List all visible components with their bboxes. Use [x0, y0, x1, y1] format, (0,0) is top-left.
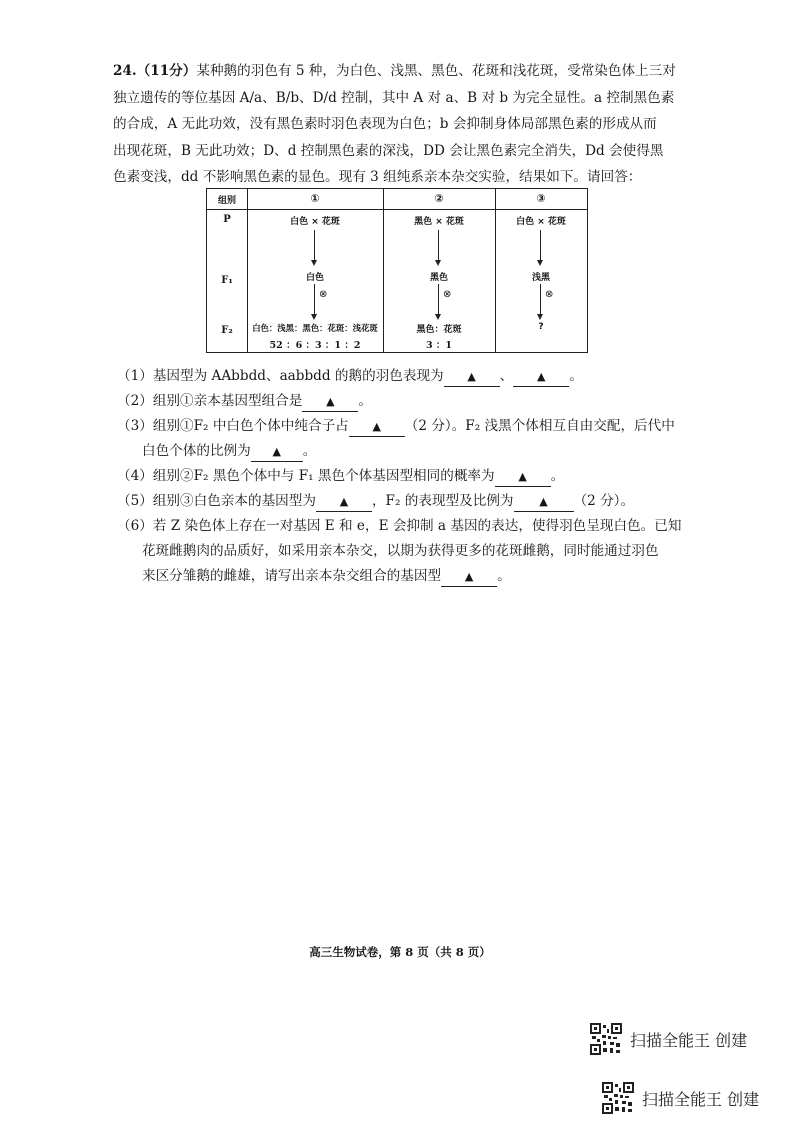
stem-line: 24.（11分）某种鹅的羽色有 5 种，为白色、浅黑、黑色、花斑和浅花斑，受常染色体上三对	[113, 63, 676, 79]
sub-question-3-cont: 白色个体的比例为 ▲ 。	[142, 438, 316, 464]
f2-phenotypes: ?	[538, 322, 544, 332]
stem-line: 出现花斑，B 无此功效；D、d 控制黑色素的深浅，DD 会让黑色素完全消失，Dd 会使得黑	[113, 142, 664, 159]
row-label-f1: F₁	[221, 275, 233, 286]
answer-blank[interactable]	[495, 467, 551, 487]
group-header: ③	[536, 192, 546, 205]
sub-question-4: （4）组别②F₂ 黑色个体中与 F₁ 黑色个体基因型相同的概率为 ▲ 。	[117, 463, 564, 489]
f1-phenotype: 黑色	[429, 273, 448, 283]
p-cross: 黑色 × 花斑	[414, 217, 464, 227]
arrow-down-icon	[540, 230, 541, 264]
f2-ratio: 3 ：1	[425, 340, 453, 351]
p-cross: 白色 × 花斑	[516, 217, 566, 227]
row-label-f2: F₂	[221, 325, 233, 336]
answer-mark-icon: ▲	[464, 570, 474, 583]
sub-question-6-cont: 花斑雌鹅肉的品质好，如采用亲本杂交，以期为获得更多的花斑雌鹅，同时能通过羽色	[142, 543, 659, 559]
page-footer: 高三生物试卷，第 8 页（共 8 页）	[309, 945, 491, 959]
sub-question-5: （5）组别③白色亲本的基因型为 ▲ ，F₂ 的表现型及比例为 ▲ （2 分）。	[117, 488, 634, 514]
answer-mark-icon: ▲	[518, 470, 527, 483]
self-cross-icon: ⊗	[319, 289, 328, 300]
answer-mark-icon: ▲	[467, 370, 476, 383]
sub-question-6-cont: 来区分雏鹅的雌雄，请写出亲本杂交组合的基因型 ▲ 。	[142, 563, 511, 589]
arrow-down-icon	[438, 230, 439, 264]
sub-question-3: （3）组别①F₂ 中白色个体中纯合子占 ▲ （2 分）。F₂ 浅黑个体相互自由交配，后代中	[117, 413, 675, 439]
question-number: 24.（11分）	[113, 63, 197, 79]
answer-mark-icon: ▲	[272, 445, 281, 458]
answer-blank[interactable]	[251, 442, 303, 462]
arrow-down-icon	[438, 284, 439, 318]
answer-mark-icon: ▲	[537, 370, 546, 383]
self-cross-icon: ⊗	[545, 289, 554, 300]
answer-blank[interactable]	[302, 392, 358, 412]
f1-phenotype: 白色	[305, 273, 324, 283]
answer-blank[interactable]	[514, 492, 574, 512]
p-cross: 白色 × 花斑	[290, 217, 340, 227]
stem-line: 独立遗传的等位基因 A/a、B/b、D/d 控制，其中 A 对 a、B 对 b 为完全显性。a 控制黑色素	[113, 89, 675, 106]
sub-question-1: （1）基因型为 AAbbdd、aabbdd 的鹅的羽色表现为 ▲ 、 ▲ 。	[117, 363, 583, 389]
self-cross-icon: ⊗	[443, 289, 452, 300]
sub-question-2: （2）组别①亲本基因型组合是 ▲ 。	[117, 388, 372, 414]
question-stem	[113, 58, 685, 191]
scanner-watermark-text: 扫描全能王 创建	[642, 1089, 760, 1109]
table-divider	[207, 209, 587, 210]
f2-phenotypes: 白色：浅黑：黑色：花斑：浅花斑	[252, 323, 378, 333]
answer-mark-icon: ▲	[539, 495, 548, 508]
scanner-watermark-text: 扫描全能王 创建	[630, 1030, 748, 1050]
answer-mark-icon: ▲	[372, 420, 381, 433]
stem-line: 的合成，A 无此功效，没有黑色素时羽色表现为白色；b 会抑制身体局部黑色素的形成从而	[113, 116, 657, 132]
answer-blank[interactable]	[444, 367, 500, 387]
stem-line: 色素变浅，dd 不影响黑色素的显色。现有 3 组纯系亲本杂交实验，结果如下。请回答：	[113, 169, 642, 185]
answer-blank[interactable]	[349, 417, 405, 437]
qr-code-icon	[590, 1023, 622, 1055]
group-header: ②	[434, 192, 444, 205]
f2-phenotypes: 黑色：花斑	[416, 325, 462, 335]
scanner-watermark	[590, 1023, 747, 1055]
f1-phenotype: 浅黑	[531, 273, 550, 283]
cross-experiment-table	[206, 188, 588, 353]
arrow-down-icon	[314, 230, 315, 264]
answer-blank[interactable]	[441, 567, 497, 587]
answer-mark-icon: ▲	[326, 395, 335, 408]
scanner-watermark	[602, 1082, 759, 1114]
answer-mark-icon: ▲	[339, 495, 349, 508]
answer-blank[interactable]	[513, 367, 569, 387]
row-label-p: P	[223, 214, 231, 225]
group-header: ①	[310, 192, 320, 205]
arrow-down-icon	[314, 284, 315, 318]
answer-blank[interactable]	[316, 492, 372, 512]
f2-ratio: 52 ：6 ：3 ：1 ：2	[269, 340, 361, 351]
sub-question-6: （6）若 Z 染色体上存在一对基因 E 和 e，E 会抑制 a 基因的表达，使得羽色呈现白色。已知	[117, 518, 682, 534]
qr-code-icon	[602, 1082, 634, 1114]
table-header-label: 组别	[217, 196, 236, 206]
arrow-down-icon	[540, 284, 541, 318]
